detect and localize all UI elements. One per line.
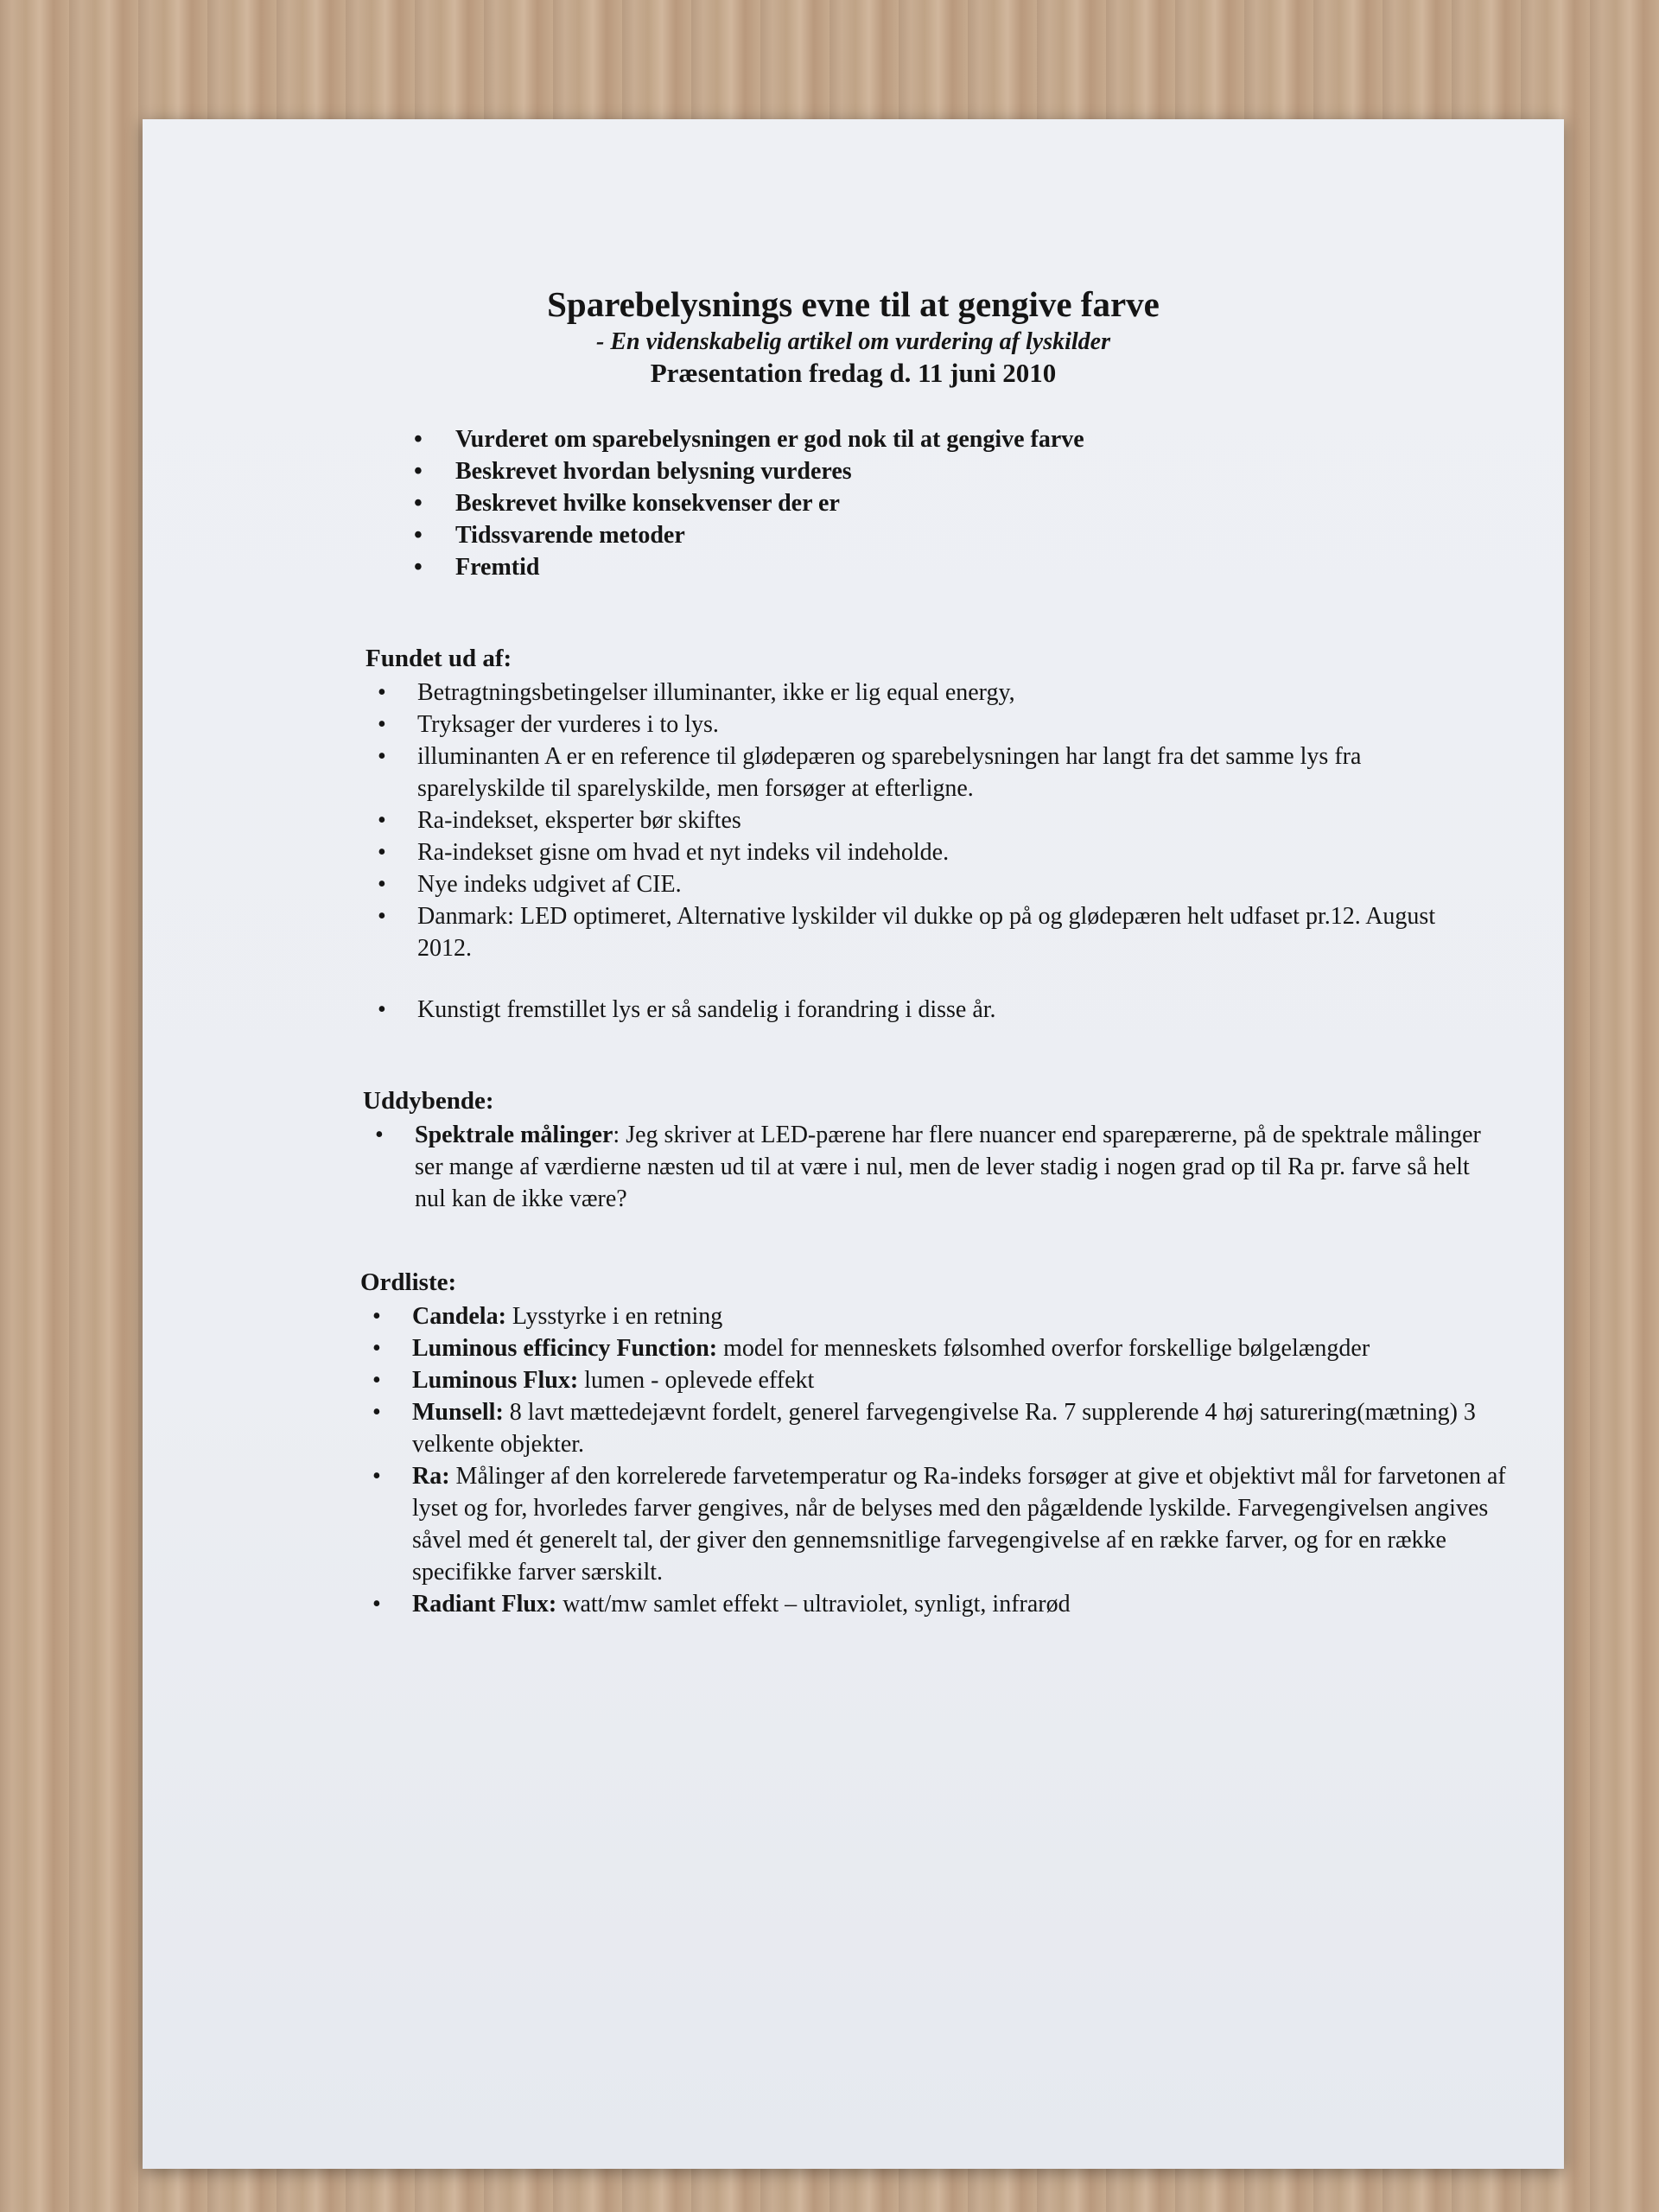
goals-list xyxy=(402,423,1525,583)
list-item: • Spektrale målinger: Jeg skriver at LED-pærene har flere nuancer end sparepærerne, på de spektrale målinger ser mange af værdierne næsten ud til at være i nul, men de lever stadig i nogen grad op til Ra pr. farve så helt nul kan de ikke være? xyxy=(363,1119,1503,1215)
term: Spektrale målinger xyxy=(415,1122,613,1148)
list-item: • Vurderet om sparebelysningen er god nok til at gengive farve xyxy=(402,423,1525,455)
list-item: • Fremtid xyxy=(402,551,1525,583)
list-item: • Radiant Flux: watt/mw samlet effekt – ultraviolet, synligt, infrarød xyxy=(360,1588,1510,1620)
bullet-icon: • xyxy=(372,1463,381,1490)
list-item: • Luminous efficincy Function: model for menneskets følsomhed overfor forskellige bølgelængder xyxy=(360,1332,1510,1364)
bullet-icon: • xyxy=(378,679,386,706)
list-item: • Candela: Lysstyrke i en retning xyxy=(360,1300,1510,1332)
findings-section xyxy=(365,645,1489,1026)
term: Munsell: xyxy=(412,1399,504,1426)
list-item: • Tryksager der vurderes i to lys. xyxy=(365,709,1489,741)
list-item: • Betragtningsbetingelser illuminanter, ikke er lig equal energy, xyxy=(365,677,1489,709)
bullet-icon: • xyxy=(414,458,423,485)
term: Luminous efficincy Function: xyxy=(412,1335,718,1362)
list-item: • Kunstigt fremstillet lys er så sandelig i forandring i disse år. xyxy=(365,994,1489,1026)
glossary-section xyxy=(360,1268,1510,1620)
findings-heading: Fundet ud af: xyxy=(365,645,512,672)
elaboration-list xyxy=(363,1119,1503,1215)
goals-section xyxy=(402,423,1525,583)
bullet-icon: • xyxy=(414,426,423,453)
bullet-icon: • xyxy=(372,1303,381,1330)
presentation-date: Præsentation fredag d. 11 juni 2010 xyxy=(650,358,1057,388)
list-item: • Danmark: LED optimeret, Alternative lyskilder vil dukke op på og glødepæren helt udfaset pr.12. August 2012. xyxy=(365,900,1489,964)
bullet-icon: • xyxy=(372,1367,381,1394)
term: Luminous Flux: xyxy=(412,1367,579,1394)
paper-sheet xyxy=(143,119,1564,2169)
bullet-icon: • xyxy=(414,522,423,549)
list-item: • Munsell: 8 lavt mættedejævnt fordelt, generel farvegengivelse Ra. 7 supplerende 4 høj saturering(mætning) 3 velkente objekter. xyxy=(360,1396,1510,1460)
term: Candela: xyxy=(412,1303,506,1330)
list-item: • Luminous Flux: lumen - oplevede effekt xyxy=(360,1364,1510,1396)
findings-list xyxy=(365,677,1489,1026)
bullet-icon: • xyxy=(378,807,386,834)
bullet-icon: • xyxy=(372,1399,381,1426)
bullet-icon: • xyxy=(378,839,386,866)
bullet-icon: • xyxy=(375,1122,384,1148)
list-item: • Ra-indekset gisne om hvad et nyt indeks vil indeholde. xyxy=(365,836,1489,868)
document-subtitle: - En videnskabelig artikel om vurdering af lyskilder xyxy=(596,328,1110,355)
list-item: • Beskrevet hvilke konsekvenser der er xyxy=(402,487,1525,519)
bullet-icon: • xyxy=(378,996,386,1023)
elaboration-section xyxy=(363,1087,1503,1215)
bullet-icon: • xyxy=(378,903,386,930)
term: Radiant Flux: xyxy=(412,1591,557,1618)
bullet-icon: • xyxy=(372,1591,381,1618)
elaboration-heading: Uddybende: xyxy=(363,1087,494,1115)
list-item: • Nye indeks udgivet af CIE. xyxy=(365,868,1489,900)
bullet-icon: • xyxy=(378,711,386,738)
bullet-icon: • xyxy=(414,554,423,581)
document-title: Sparebelysnings evne til at gengive farve xyxy=(547,284,1160,324)
term: Ra: xyxy=(412,1463,450,1490)
bullet-icon: • xyxy=(378,871,386,898)
list-item: • Tidssvarende metoder xyxy=(402,519,1525,551)
bullet-icon: • xyxy=(372,1335,381,1362)
bullet-icon: • xyxy=(414,490,423,517)
list-item: • illuminanten A er en reference til glødepæren og sparebelysningen har langt fra det samme lys fra sparelyskilde til sparelyskilde, men forsøger at efterligne. xyxy=(365,741,1489,804)
list-item: • Beskrevet hvordan belysning vurderes xyxy=(402,455,1525,487)
glossary-list xyxy=(360,1300,1510,1620)
list-item: • Ra: Målinger af den korrelerede farvetemperatur og Ra-indeks forsøger at give et objektivt mål for farvetonen af lyset og for, hvorledes farver gengives, når de belyses med den pågældende lyskilde. Farvegengivelsen angives såvel med ét generelt tal, der giver den gennemsnitlige farvegengivelse af en række farver, og for en række specifikke farver særskilt. xyxy=(360,1460,1510,1588)
glossary-heading: Ordliste: xyxy=(360,1268,457,1296)
list-item: • Ra-indekset, eksperter bør skiftes xyxy=(365,804,1489,836)
bullet-icon: • xyxy=(378,743,386,770)
